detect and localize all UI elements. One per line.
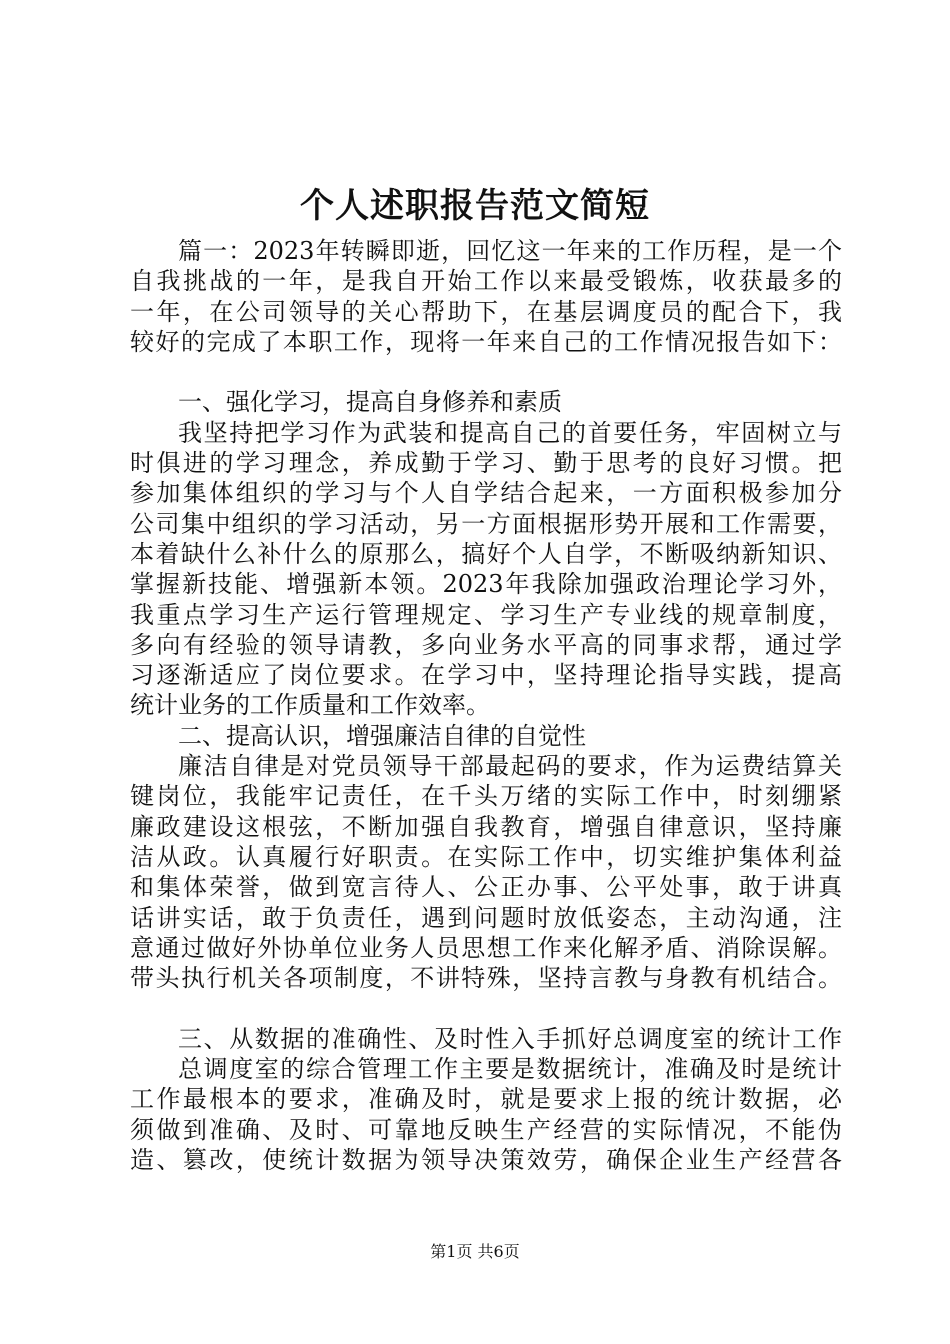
text-line: 公司集中组织的学习活动，另一方面根据形势开展和工作需要， [130,509,842,538]
text-line: 统计业务的工作质量和工作效率。 [130,691,490,720]
text-line: 参加集体组织的学习与个人自学结合起来，一方面积极参加分 [130,479,842,508]
text-line: 时俱进的学习理念，养成勤于学习、勤于思考的良好习惯。把 [130,449,842,478]
text-line: 多向有经验的领导请教，多向业务水平高的同事求帮，通过学 [130,630,842,659]
text-line: 我重点学习生产运行管理规定、学习生产专业线的规章制度， [130,600,842,629]
text-line: 习逐渐适应了岗位要求。在学习中，坚持理论指导实践，提高 [130,661,842,690]
text-line: 自我挑战的一年，是我自开始工作以来最受锻炼，收获最多的 [130,267,842,296]
text-line: 意通过做好外协单位业务人员思想工作来化解矛盾、消除误解。 [130,933,842,962]
text-line: 我坚持把学习作为武装和提高自己的首要任务，牢固树立与 [178,418,842,447]
text-line: 廉政建设这根弦，不断加强自我教育，增强自律意识，坚持廉 [130,812,842,841]
document-title: 个人述职报告范文简短 [300,186,650,226]
section-heading: 一、强化学习，提高自身修养和素质 [178,388,562,417]
text-line: 廉洁自律是对党员领导干部最起码的要求，作为运费结算关 [178,752,842,781]
section-heading: 三、从数据的准确性、及时性入手抓好总调度室的统计工作 [178,1024,842,1053]
text-line: 掌握新技能、增强新本领。2023年我除加强政治理论学习外， [130,570,842,599]
page-number: 第1页 共6页 [430,1242,520,1261]
text-line: 和集体荣誉，做到宽言待人、公正办事、公平处事，敢于讲真 [130,873,842,902]
text-line: 造、篡改，使统计数据为领导决策效劳，确保企业生产经营各 [130,1145,842,1174]
text-line: 键岗位，我能牢记责任，在千头万绪的实际工作中，时刻绷紧 [130,782,842,811]
section-heading: 二、提高认识，增强廉洁自律的自觉性 [178,721,586,750]
text-line: 一年，在公司领导的关心帮助下，在基层调度员的配合下，我 [130,297,842,326]
blank-line [130,993,842,1023]
text-line: 带头执行机关各项制度，不讲特殊，坚持言教与身教有机结合。 [130,964,842,993]
text-line: 洁从政。认真履行好职责。在实际工作中，切实维护集体利益 [130,842,842,871]
text-line: 本着缺什么补什么的原那么，搞好个人自学，不断吸纳新知识、 [130,539,842,568]
text-line: 须做到准确、及时、可靠地反映生产经营的实际情况，不能伪 [130,1115,842,1144]
text-line: 篇一：2023年转瞬即逝，回忆这一年来的工作历程，是一个 [178,237,842,265]
text-line: 话讲实话，敢于负责任，遇到问题时放低姿态，主动沟通，注 [130,903,842,932]
document-body [130,236,842,1175]
text-line: 工作最根本的要求，准确及时，就是要求上报的统计数据，必 [130,1085,842,1114]
blank-line [130,357,842,387]
text-line: 较好的完成了本职工作，现将一年来自己的工作情况报告如下： [130,327,842,356]
text-line: 总调度室的综合管理工作主要是数据统计，准确及时是统计 [178,1055,842,1084]
